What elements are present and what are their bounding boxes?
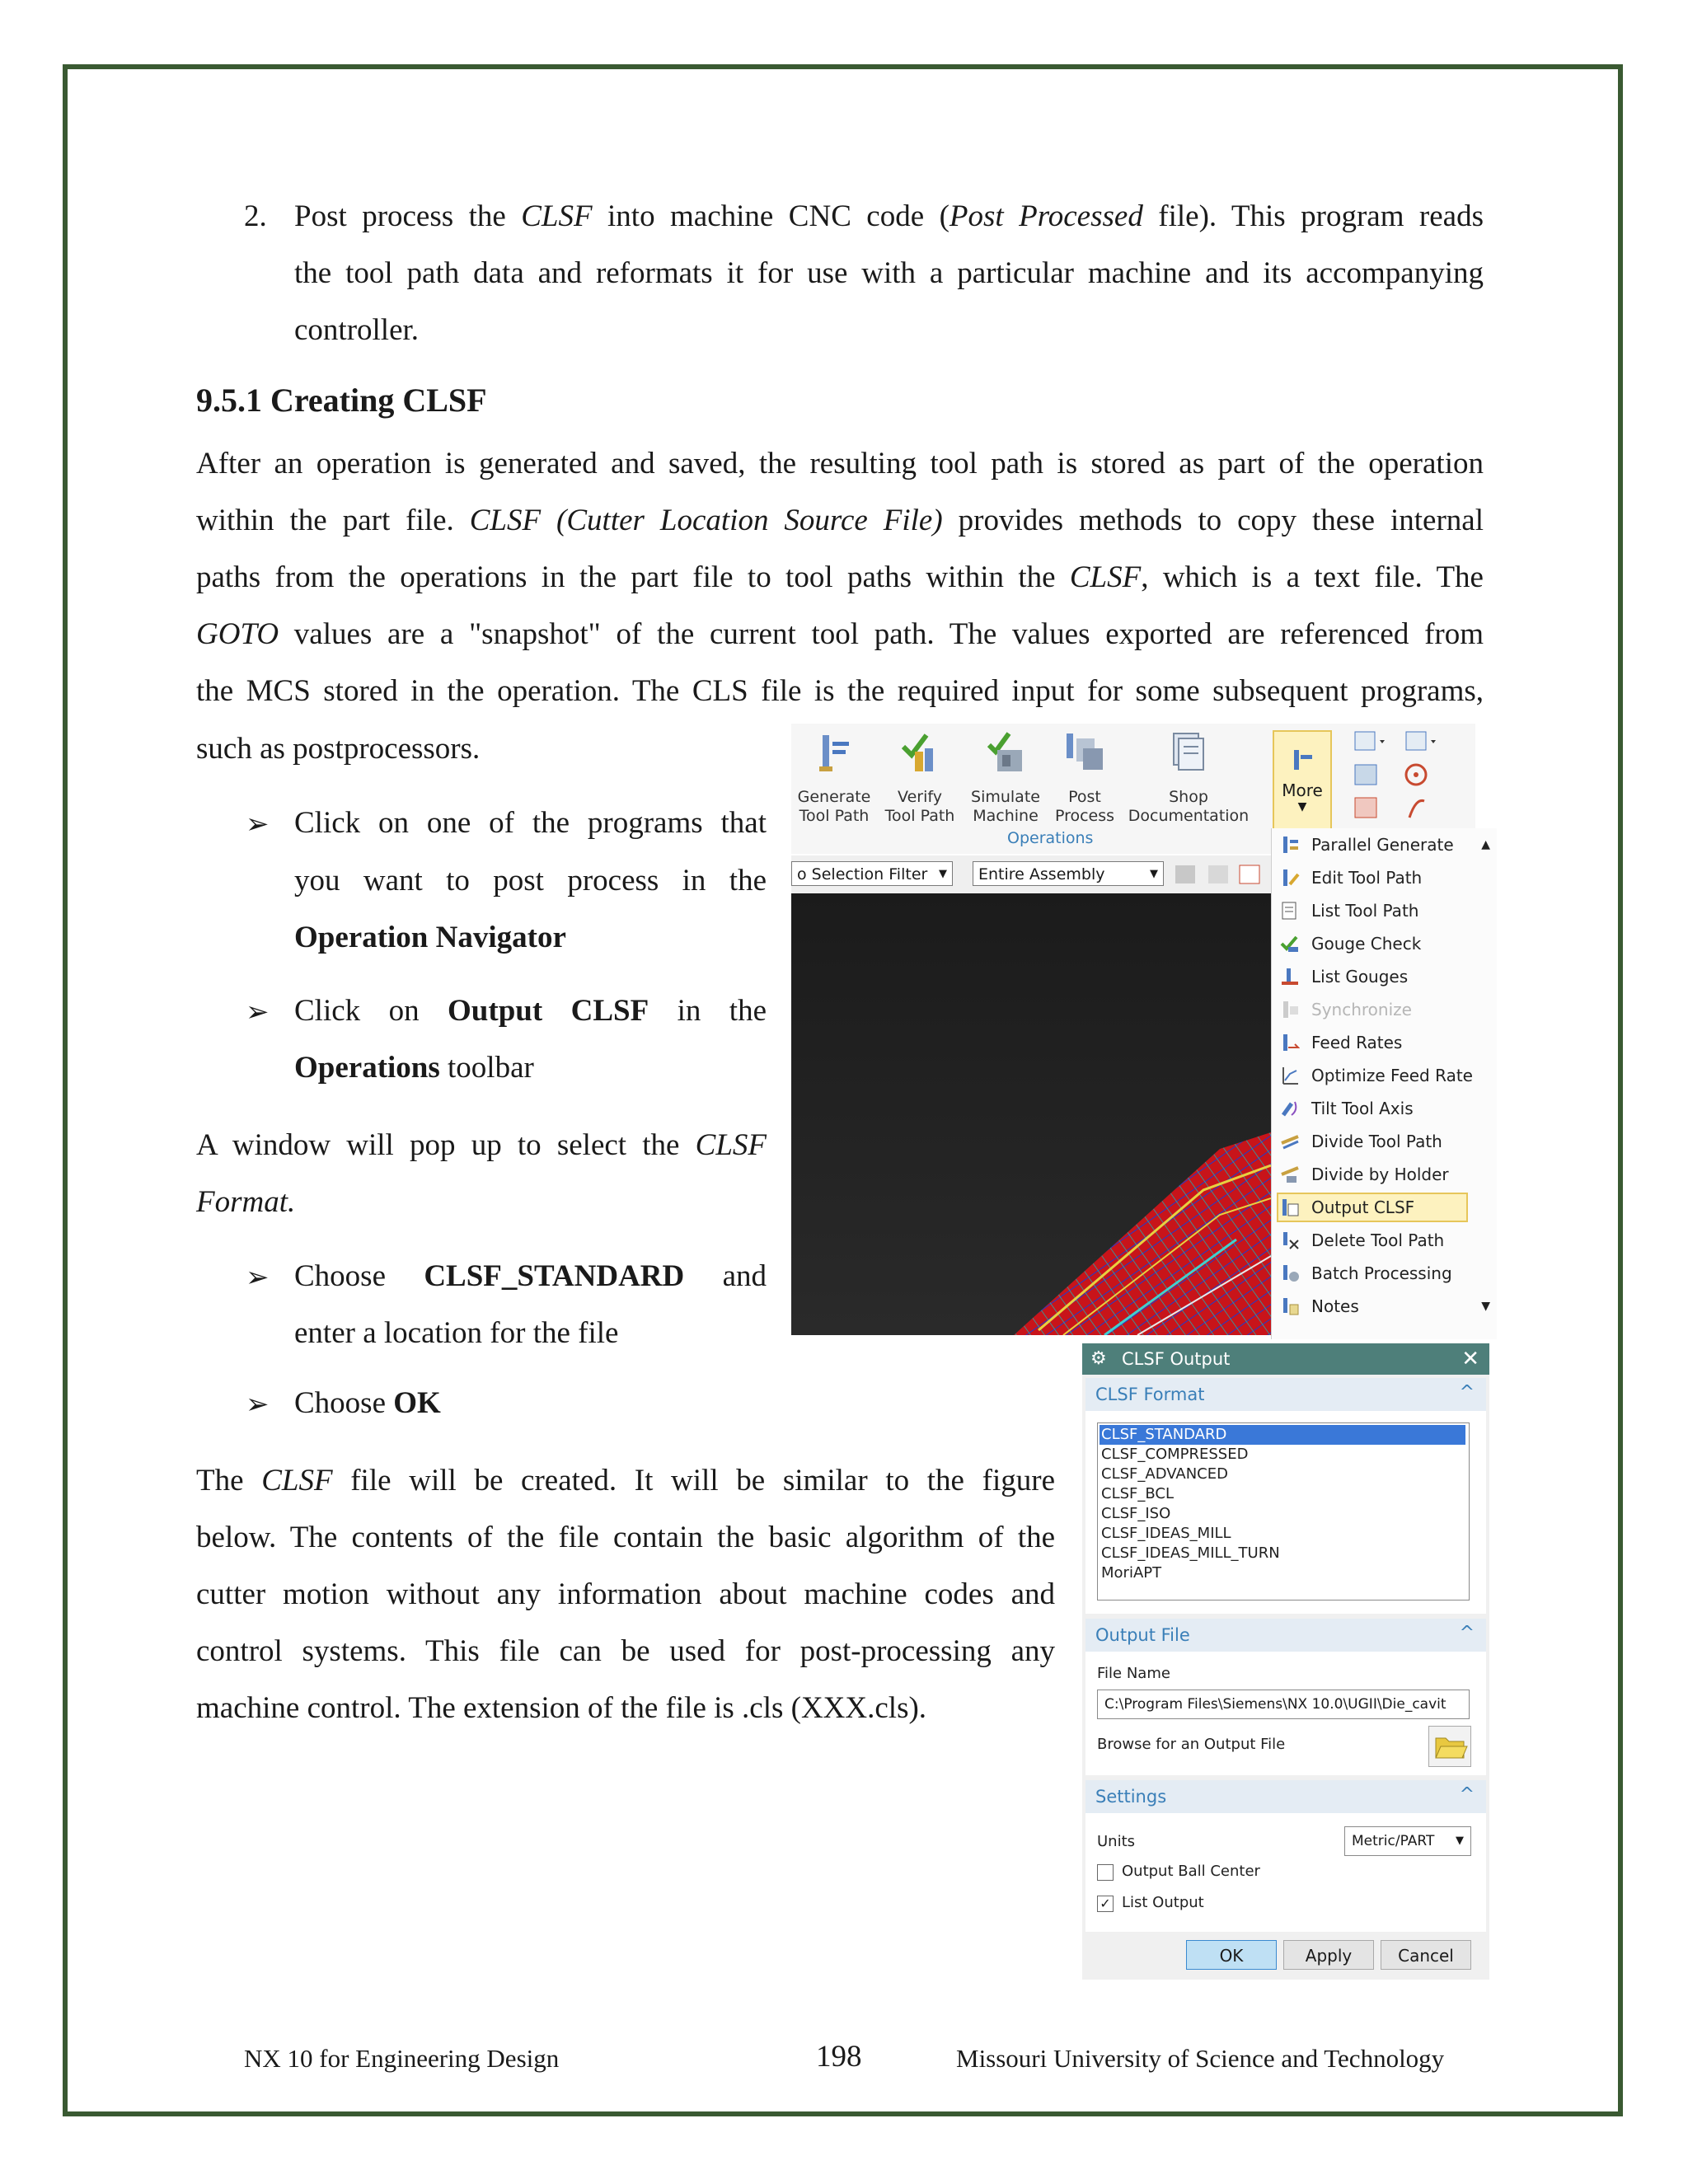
chevron-down-icon: ▼ bbox=[1297, 800, 1307, 813]
browse-label: Browse for an Output File bbox=[1097, 1736, 1286, 1753]
menu-item-edit-tool-path[interactable]: Edit Tool Path bbox=[1272, 861, 1497, 894]
bullet1-line2: you want to post process in the bbox=[294, 864, 767, 898]
delete-tool-path-icon bbox=[1280, 1230, 1300, 1250]
bullet-arrow: ➢ bbox=[246, 1390, 270, 1420]
item2-line1: Post process the CLSF into machine CNC code (Post Processed file). This program reads bbox=[294, 199, 1484, 233]
para1-line6: such as postprocessors. bbox=[196, 732, 481, 766]
list-item[interactable]: CLSF_IDEAS_MILL bbox=[1101, 1525, 1231, 1542]
bullet-arrow: ➢ bbox=[246, 1263, 270, 1293]
list-gouges-icon bbox=[1280, 967, 1300, 987]
menu-item-tilt-tool-axis[interactable]: Tilt Tool Axis bbox=[1272, 1092, 1497, 1125]
selection-filter-dropdown[interactable]: o Selection Filter ▼ bbox=[791, 861, 953, 886]
feed-rates-icon bbox=[1280, 1033, 1300, 1052]
gouge-check-icon bbox=[1280, 934, 1300, 954]
section-heading: 9.5.1 Creating CLSF bbox=[196, 382, 487, 419]
clsf-format-list[interactable] bbox=[1097, 1422, 1470, 1601]
notes-icon bbox=[1280, 1296, 1300, 1316]
menu-item-delete-tool-path[interactable]: Delete Tool Path bbox=[1272, 1224, 1497, 1257]
scroll-up-icon[interactable]: ▲ bbox=[1481, 838, 1490, 851]
generate-tool-path-icon bbox=[811, 730, 857, 775]
list-item[interactable]: CLSF_ISO bbox=[1101, 1505, 1171, 1522]
list-item[interactable]: MoriAPT bbox=[1101, 1564, 1162, 1582]
output-file-section bbox=[1085, 1619, 1486, 1775]
post-process-button[interactable]: Post Process bbox=[1052, 724, 1118, 826]
bullet4-line1: Choose OK bbox=[294, 1386, 441, 1420]
bullet-arrow: ➢ bbox=[246, 997, 270, 1028]
chevron-up-icon: ^ bbox=[1459, 1382, 1475, 1403]
more-button[interactable]: More ▼ bbox=[1273, 730, 1332, 836]
simulate-machine-button[interactable]: Simulate Machine bbox=[964, 724, 1047, 826]
more-icon bbox=[1286, 743, 1319, 776]
bullet3-line1: Choose CLSF_STANDARD and bbox=[294, 1259, 767, 1293]
chevron-down-icon: ▼ bbox=[1150, 868, 1158, 880]
cancel-button[interactable]: Cancel bbox=[1381, 1940, 1471, 1970]
bullet1-line3: Operation Navigator bbox=[294, 921, 566, 954]
shop-documentation-icon bbox=[1165, 730, 1212, 775]
apply-button[interactable]: Apply bbox=[1283, 1940, 1374, 1970]
bullet2-line2: Operations toolbar bbox=[294, 1051, 534, 1085]
generate-tool-path-button[interactable]: Generate Tool Path bbox=[795, 724, 874, 826]
browse-button[interactable] bbox=[1428, 1726, 1471, 1767]
menu-item-divide-by-holder[interactable]: Divide by Holder bbox=[1272, 1158, 1497, 1191]
item2-line2: the tool path data and reformats it for use with a particular machine and its accompanying bbox=[294, 256, 1484, 290]
menu-item-gouge-check[interactable]: Gouge Check bbox=[1272, 927, 1497, 960]
selection-filter-bar bbox=[791, 855, 1271, 893]
parallel-generate-icon bbox=[1280, 835, 1300, 855]
assembly-scope-dropdown[interactable]: Entire Assembly ▼ bbox=[973, 861, 1164, 886]
para2-line5: machine control. The extension of the file is .cls (XXX.cls). bbox=[196, 1691, 927, 1725]
list-output-checkbox[interactable]: ✓ bbox=[1097, 1896, 1114, 1912]
menu-item-list-gouges[interactable]: List Gouges bbox=[1272, 960, 1497, 993]
menu-item-notes[interactable]: Notes ▼ bbox=[1272, 1290, 1497, 1323]
ribbon-small-icons bbox=[1352, 729, 1467, 827]
shop-documentation-button[interactable]: Shop Documentation bbox=[1124, 724, 1253, 826]
toolpath-graphics bbox=[791, 893, 1271, 1335]
para2-line3: cutter motion without any information about machine codes and bbox=[196, 1577, 1055, 1611]
list-tool-path-icon bbox=[1280, 901, 1300, 921]
filter-toolbar-icons bbox=[1172, 862, 1271, 887]
list-item[interactable]: CLSF_STANDARD bbox=[1100, 1425, 1465, 1445]
close-icon[interactable]: ✕ bbox=[1461, 1347, 1479, 1371]
para1-line3: paths from the operations in the part file to tool paths within the CLSF, which is a text file. The bbox=[196, 560, 1484, 594]
chevron-down-icon: ▼ bbox=[939, 868, 947, 880]
dialog-title-bar bbox=[1082, 1343, 1489, 1375]
output-ball-center-label: Output Ball Center bbox=[1122, 1863, 1260, 1880]
item2-line3: controller. bbox=[294, 313, 420, 347]
optimize-feed-rate-icon bbox=[1280, 1066, 1300, 1085]
chevron-up-icon: ^ bbox=[1459, 1784, 1475, 1805]
list-item[interactable]: CLSF_IDEAS_MILL_TURN bbox=[1101, 1544, 1280, 1562]
chevron-up-icon: ^ bbox=[1459, 1623, 1475, 1643]
folder-icon bbox=[1429, 1727, 1470, 1766]
list-item[interactable]: CLSF_BCL bbox=[1101, 1485, 1175, 1502]
para2-line1: The CLSF file will be created. It will be similar to the figure bbox=[196, 1464, 1055, 1497]
bullet2-line1: Click on Output CLSF in the bbox=[294, 994, 767, 1028]
menu-item-list-tool-path[interactable]: List Tool Path bbox=[1272, 894, 1497, 927]
menu-item-output-clsf[interactable]: Output CLSF bbox=[1272, 1191, 1497, 1224]
menu-item-parallel-generate[interactable]: Parallel Generate ▲ bbox=[1272, 828, 1497, 861]
para2-line4: control systems. This file can be used for post-processing any bbox=[196, 1634, 1055, 1668]
settings-section bbox=[1085, 1780, 1486, 1932]
menu-item-feed-rates[interactable]: Feed Rates bbox=[1272, 1026, 1497, 1059]
tilt-tool-axis-icon bbox=[1280, 1099, 1300, 1118]
menu-item-batch-processing[interactable]: Batch Processing bbox=[1272, 1257, 1497, 1290]
scroll-down-icon[interactable]: ▼ bbox=[1481, 1300, 1490, 1313]
para1-line4: GOTO values are a "snapshot" of the current tool path. The values exported are referenced from bbox=[196, 617, 1484, 651]
list-item[interactable]: CLSF_COMPRESSED bbox=[1101, 1446, 1249, 1463]
simulate-machine-icon bbox=[982, 730, 1029, 775]
graphics-viewport[interactable] bbox=[791, 893, 1271, 1335]
units-dropdown[interactable]: Metric/PART ▼ bbox=[1344, 1826, 1471, 1856]
edit-tool-path-icon bbox=[1280, 868, 1300, 888]
output-ball-center-checkbox[interactable] bbox=[1097, 1864, 1114, 1881]
settings-header[interactable]: Settings ^ bbox=[1085, 1780, 1486, 1813]
dialog-title: CLSF Output bbox=[1122, 1349, 1231, 1369]
units-label: Units bbox=[1097, 1833, 1136, 1850]
divide-by-holder-icon bbox=[1280, 1165, 1300, 1184]
footer-right: Missouri University of Science and Technology bbox=[956, 2044, 1445, 2073]
footer-left: NX 10 for Engineering Design bbox=[244, 2044, 560, 2073]
verify-tool-path-button[interactable]: Verify Tool Path bbox=[880, 724, 959, 826]
file-name-input[interactable]: C:\Program Files\Siemens\NX 10.0\UGII\Die_cavit bbox=[1097, 1690, 1470, 1719]
more-dropdown-menu bbox=[1271, 828, 1497, 1339]
batch-processing-icon bbox=[1280, 1263, 1300, 1283]
bullet1-line1: Click on one of the programs that bbox=[294, 806, 767, 840]
operations-group-label: Operations bbox=[1007, 829, 1094, 847]
para1-line1: After an operation is generated and saved, the resulting tool path is stored as part of the operation bbox=[196, 447, 1484, 480]
list-output-label: List Output bbox=[1122, 1894, 1204, 1911]
item-number: 2. bbox=[244, 199, 267, 233]
ok-button[interactable]: OK bbox=[1186, 1940, 1277, 1970]
page-number: 198 bbox=[816, 2040, 862, 2074]
menu-item-optimize-feed-rate[interactable]: Optimize Feed Rate bbox=[1272, 1059, 1497, 1092]
gear-icon: ⚙ bbox=[1090, 1348, 1107, 1369]
popup-line1: A window will pop up to select the CLSF bbox=[196, 1128, 767, 1162]
clsf-format-header[interactable]: CLSF Format ^ bbox=[1085, 1378, 1486, 1411]
divide-tool-path-icon bbox=[1280, 1132, 1300, 1151]
popup-line2: Format. bbox=[196, 1185, 296, 1219]
post-process-icon bbox=[1062, 730, 1108, 775]
menu-item-synchronize[interactable]: Synchronize bbox=[1272, 993, 1497, 1026]
clsf-output-dialog bbox=[1082, 1343, 1489, 1980]
file-name-label: File Name bbox=[1097, 1665, 1170, 1682]
clsf-format-section bbox=[1085, 1378, 1486, 1614]
bullet-arrow: ➢ bbox=[246, 809, 270, 840]
list-item[interactable]: CLSF_ADVANCED bbox=[1101, 1465, 1228, 1483]
menu-item-divide-tool-path[interactable]: Divide Tool Path bbox=[1272, 1125, 1497, 1158]
bullet3-line2: enter a location for the file bbox=[294, 1316, 619, 1350]
para1-line2: within the part file. CLSF (Cutter Location Source File) provides methods to copy these internal bbox=[196, 504, 1484, 537]
verify-tool-path-icon bbox=[897, 730, 943, 775]
para2-line2: below. The contents of the file contain the basic algorithm of the bbox=[196, 1521, 1055, 1554]
para1-line5: the MCS stored in the operation. The CLS file is the required input for some subsequent programs, bbox=[196, 674, 1484, 708]
output-file-header[interactable]: Output File ^ bbox=[1085, 1619, 1486, 1652]
chevron-down-icon: ▼ bbox=[1456, 1835, 1464, 1847]
output-clsf-icon bbox=[1280, 1197, 1300, 1217]
synchronize-icon bbox=[1280, 1000, 1300, 1019]
